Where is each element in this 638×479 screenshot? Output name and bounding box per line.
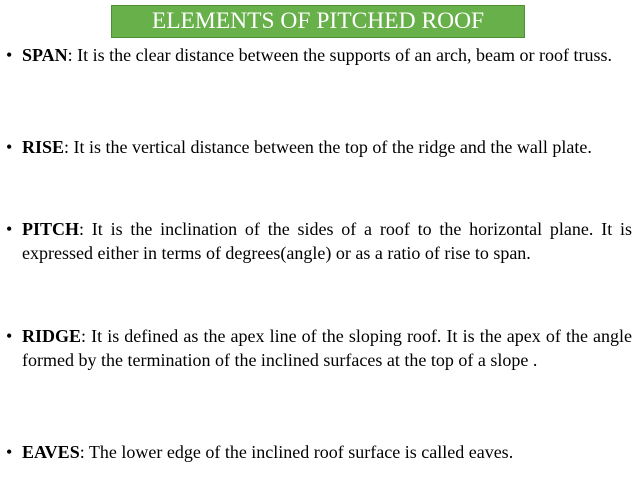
- list-item-text: [22, 440, 632, 464]
- term-label: SPAN: [22, 45, 68, 65]
- bullet-icon: •: [6, 45, 13, 65]
- term-definition: : The lower edge of the inclined roof surface is called eaves.: [79, 442, 514, 462]
- slide-title: ELEMENTS OF PITCHED ROOF: [151, 7, 485, 34]
- term-definition: : It is defined as the apex line of the sloping roof. It is the apex of the angle formed by the termination of the inclined surfaces at the top of a slope .: [22, 326, 632, 370]
- term-label: PITCH: [22, 219, 80, 239]
- bullet-icon: •: [6, 326, 13, 346]
- term-definition: : It is the inclination of the sides of a roof to the horizontal plane. It is expressed either in terms of degrees(angle) or as a ratio of rise to span.: [22, 219, 632, 263]
- term-label: EAVES: [22, 442, 80, 462]
- list-item-text: [22, 135, 632, 159]
- list-item-text: [22, 43, 632, 67]
- term-definition: : It is the vertical distance between the top of the ridge and the wall plate.: [64, 137, 592, 157]
- bullet-icon: •: [6, 442, 13, 462]
- term-label: RISE: [22, 137, 65, 157]
- bullet-icon: •: [6, 219, 13, 239]
- term-definition: : It is the clear distance between the supports of an arch, beam or roof truss.: [67, 45, 612, 65]
- list-item-text: [22, 217, 632, 265]
- list-item-text: [22, 324, 632, 372]
- bullet-icon: •: [6, 137, 13, 157]
- term-label: RIDGE: [22, 326, 82, 346]
